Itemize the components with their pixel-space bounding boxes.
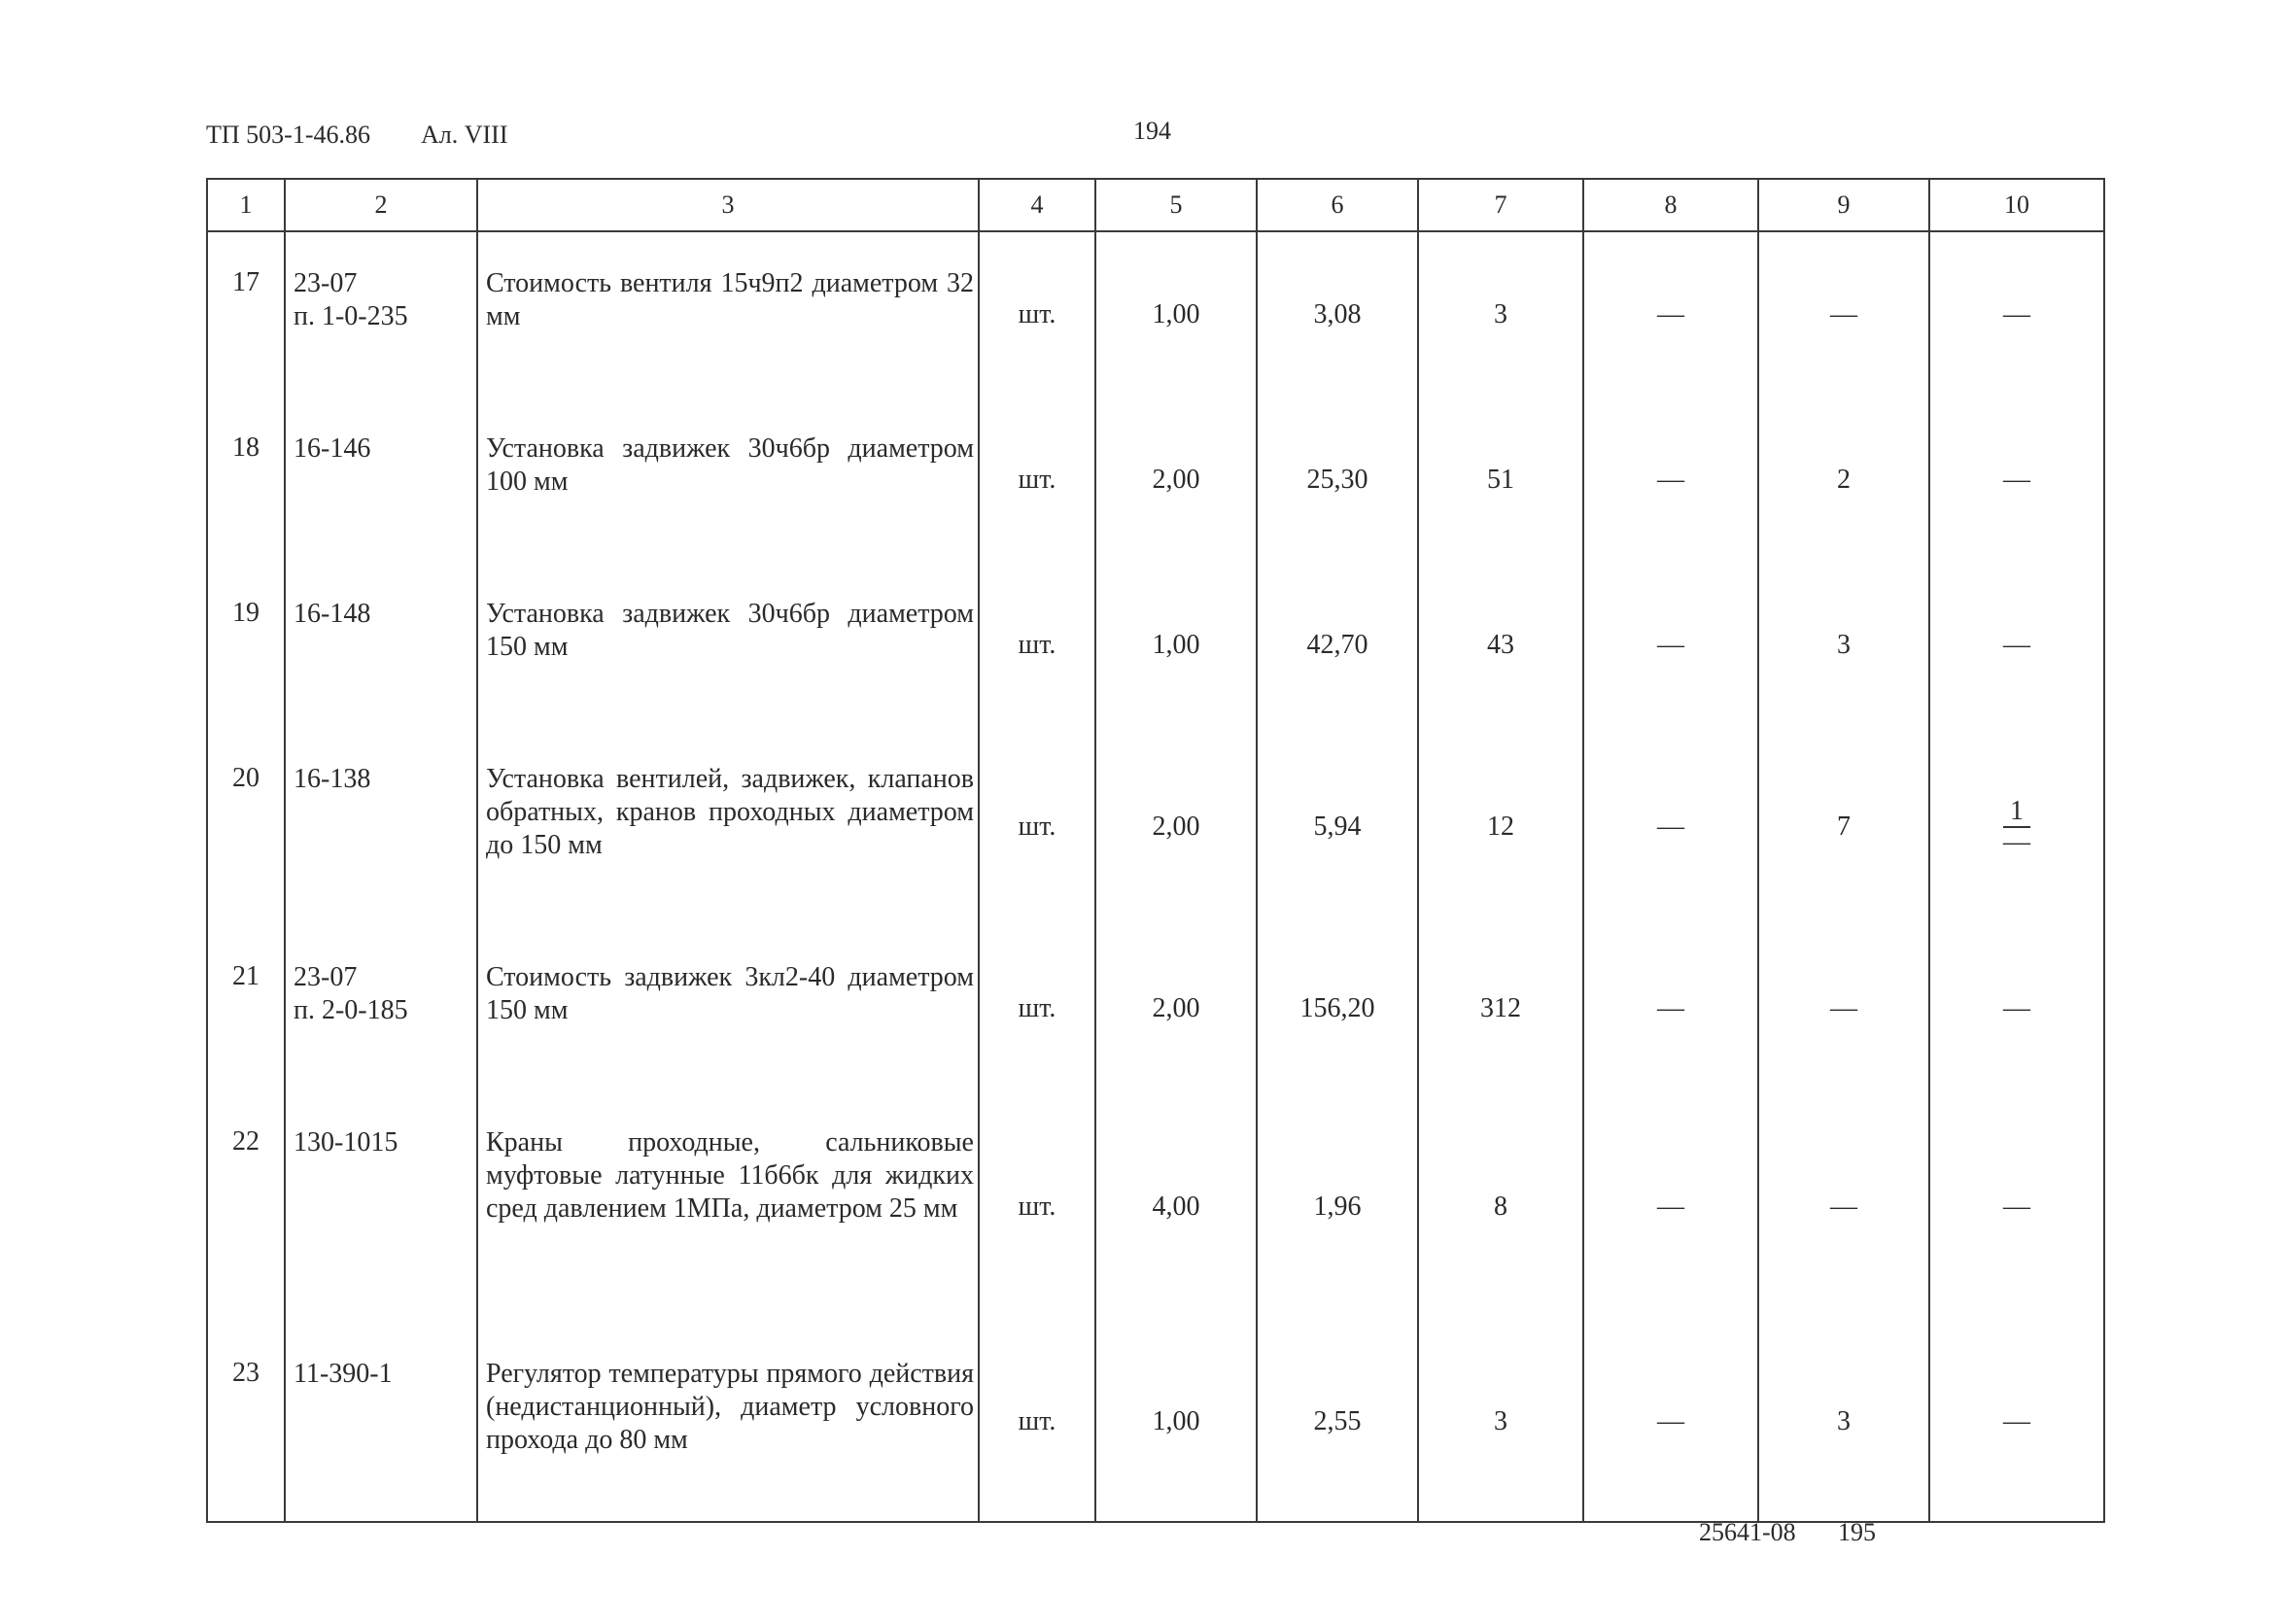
col-8-value: — bbox=[1583, 231, 1758, 397]
rate-code-line: п. 2-0-185 bbox=[294, 995, 408, 1025]
quantity: 1,00 bbox=[1095, 231, 1257, 397]
rate-code bbox=[285, 728, 477, 926]
rate-code bbox=[285, 1091, 477, 1323]
album-sheet: Ал. VIII bbox=[421, 121, 508, 149]
quantity: 4,00 bbox=[1095, 1091, 1257, 1323]
rate-code-line: 16-148 bbox=[294, 599, 371, 629]
unit-price: 3,08 bbox=[1257, 231, 1418, 397]
empty-cell bbox=[285, 1521, 477, 1522]
table-row bbox=[207, 563, 2104, 728]
work-name: Стоимость задвижек 3кл2-40 диаметром 150 мм bbox=[477, 926, 979, 1091]
col-header-5: 5 bbox=[1095, 179, 1257, 231]
table-row bbox=[207, 231, 2104, 397]
col-10-value bbox=[1929, 728, 2104, 926]
col-8-value: — bbox=[1583, 563, 1758, 728]
total-cost: 3 bbox=[1418, 231, 1583, 397]
col-9-value: 3 bbox=[1758, 1323, 1929, 1521]
fraction-denominator: — bbox=[2003, 826, 2030, 857]
rate-code-line: 23-07 bbox=[294, 962, 358, 992]
col-10-value: — bbox=[1929, 397, 2104, 563]
col-8-value: — bbox=[1583, 397, 1758, 563]
quantity: 2,00 bbox=[1095, 926, 1257, 1091]
col-8-value: — bbox=[1583, 1323, 1758, 1521]
rate-code-line: 11-390-1 bbox=[294, 1359, 393, 1389]
col-10-value: — bbox=[1929, 1323, 2104, 1521]
empty-cell bbox=[477, 1521, 979, 1522]
col-header-4: 4 bbox=[979, 179, 1095, 231]
col-10-value: — bbox=[1929, 926, 2104, 1091]
col-8-value: — bbox=[1583, 926, 1758, 1091]
unit-price: 25,30 bbox=[1257, 397, 1418, 563]
work-name: Краны проходные, сальниковые муфтовые латунные 11б6бк для жидких сред давлением 1МПа, диаметром 25 мм bbox=[477, 1091, 979, 1323]
column-number-row bbox=[207, 179, 2104, 231]
unit-price: 156,20 bbox=[1257, 926, 1418, 1091]
table-row bbox=[207, 1091, 2104, 1323]
fraction-numerator: 1 bbox=[2003, 797, 2030, 828]
row-number: 19 bbox=[207, 563, 285, 728]
total-cost: 312 bbox=[1418, 926, 1583, 1091]
unit: шт. bbox=[979, 563, 1095, 728]
row-number: 18 bbox=[207, 397, 285, 563]
empty-cell bbox=[979, 1521, 1095, 1522]
unit-price: 2,55 bbox=[1257, 1323, 1418, 1521]
quantity: 2,00 bbox=[1095, 728, 1257, 926]
empty-cell bbox=[1418, 1521, 1583, 1522]
document-code: ТП 503-1-46.86 bbox=[206, 121, 370, 149]
unit: шт. bbox=[979, 728, 1095, 926]
work-name: Установка вентилей, задвижек, клапанов обратных, кранов проходных диаметром до 150 мм bbox=[477, 728, 979, 926]
empty-cell bbox=[1095, 1521, 1257, 1522]
rate-code-line: 23-07 bbox=[294, 268, 358, 298]
work-name: Регулятор температуры прямого действия (недистанционный), диаметр условного прохода до 80 мм bbox=[477, 1323, 979, 1521]
fraction-value bbox=[2003, 797, 2030, 857]
col-9-value: 7 bbox=[1758, 728, 1929, 926]
col-8-value: — bbox=[1583, 1091, 1758, 1323]
total-cost: 12 bbox=[1418, 728, 1583, 926]
total-cost: 51 bbox=[1418, 397, 1583, 563]
unit: шт. bbox=[979, 926, 1095, 1091]
col-9-value: — bbox=[1758, 926, 1929, 1091]
rate-code-line: 130-1015 bbox=[294, 1127, 398, 1158]
work-name: Установка задвижек 30ч6бр диаметром 150 мм bbox=[477, 563, 979, 728]
footer-page-number: 195 bbox=[1838, 1518, 1876, 1546]
total-cost: 3 bbox=[1418, 1323, 1583, 1521]
empty-cell bbox=[207, 1521, 285, 1522]
footer-code: 25641-08 bbox=[1699, 1518, 1796, 1546]
unit-price: 42,70 bbox=[1257, 563, 1418, 728]
page-number: 194 bbox=[1133, 117, 1171, 145]
rate-code bbox=[285, 926, 477, 1091]
rate-code-line: 16-138 bbox=[294, 764, 371, 794]
work-name: Установка задвижек 30ч6бр диаметром 100 мм bbox=[477, 397, 979, 563]
row-number: 21 bbox=[207, 926, 285, 1091]
rate-code bbox=[285, 397, 477, 563]
unit-price: 5,94 bbox=[1257, 728, 1418, 926]
row-number: 22 bbox=[207, 1091, 285, 1323]
col-header-10: 10 bbox=[1929, 179, 2104, 231]
quantity: 1,00 bbox=[1095, 563, 1257, 728]
total-cost: 8 bbox=[1418, 1091, 1583, 1323]
table-row bbox=[207, 1323, 2104, 1521]
col-header-1: 1 bbox=[207, 179, 285, 231]
row-number: 20 bbox=[207, 728, 285, 926]
col-9-value: 2 bbox=[1758, 397, 1929, 563]
col-header-3: 3 bbox=[477, 179, 979, 231]
total-cost: 43 bbox=[1418, 563, 1583, 728]
unit: шт. bbox=[979, 397, 1095, 563]
col-header-2: 2 bbox=[285, 179, 477, 231]
col-header-9: 9 bbox=[1758, 179, 1929, 231]
empty-cell bbox=[1929, 1521, 2104, 1522]
col-header-7: 7 bbox=[1418, 179, 1583, 231]
table-row bbox=[207, 728, 2104, 926]
col-10-value: — bbox=[1929, 1091, 2104, 1323]
unit: шт. bbox=[979, 1323, 1095, 1521]
rate-code-line: 16-146 bbox=[294, 433, 371, 464]
col-9-value: — bbox=[1758, 231, 1929, 397]
table-row bbox=[207, 397, 2104, 563]
table-filler-row bbox=[207, 1521, 2104, 1522]
rate-code bbox=[285, 563, 477, 728]
quantity: 2,00 bbox=[1095, 397, 1257, 563]
unit: шт. bbox=[979, 231, 1095, 397]
table-row bbox=[207, 926, 2104, 1091]
row-number: 17 bbox=[207, 231, 285, 397]
col-10-value: — bbox=[1929, 231, 2104, 397]
col-header-6: 6 bbox=[1257, 179, 1418, 231]
rate-code bbox=[285, 231, 477, 397]
empty-cell bbox=[1257, 1521, 1418, 1522]
rate-code bbox=[285, 1323, 477, 1521]
col-9-value: 3 bbox=[1758, 563, 1929, 728]
col-8-value: — bbox=[1583, 728, 1758, 926]
col-10-value: — bbox=[1929, 563, 2104, 728]
estimate-table bbox=[206, 178, 2105, 1523]
work-name: Стоимость вентиля 15ч9п2 диаметром 32 мм bbox=[477, 231, 979, 397]
row-number: 23 bbox=[207, 1323, 285, 1521]
rate-code-line: п. 1-0-235 bbox=[294, 301, 408, 331]
col-9-value: — bbox=[1758, 1091, 1929, 1323]
col-header-8: 8 bbox=[1583, 179, 1758, 231]
quantity: 1,00 bbox=[1095, 1323, 1257, 1521]
unit-price: 1,96 bbox=[1257, 1091, 1418, 1323]
unit: шт. bbox=[979, 1091, 1095, 1323]
